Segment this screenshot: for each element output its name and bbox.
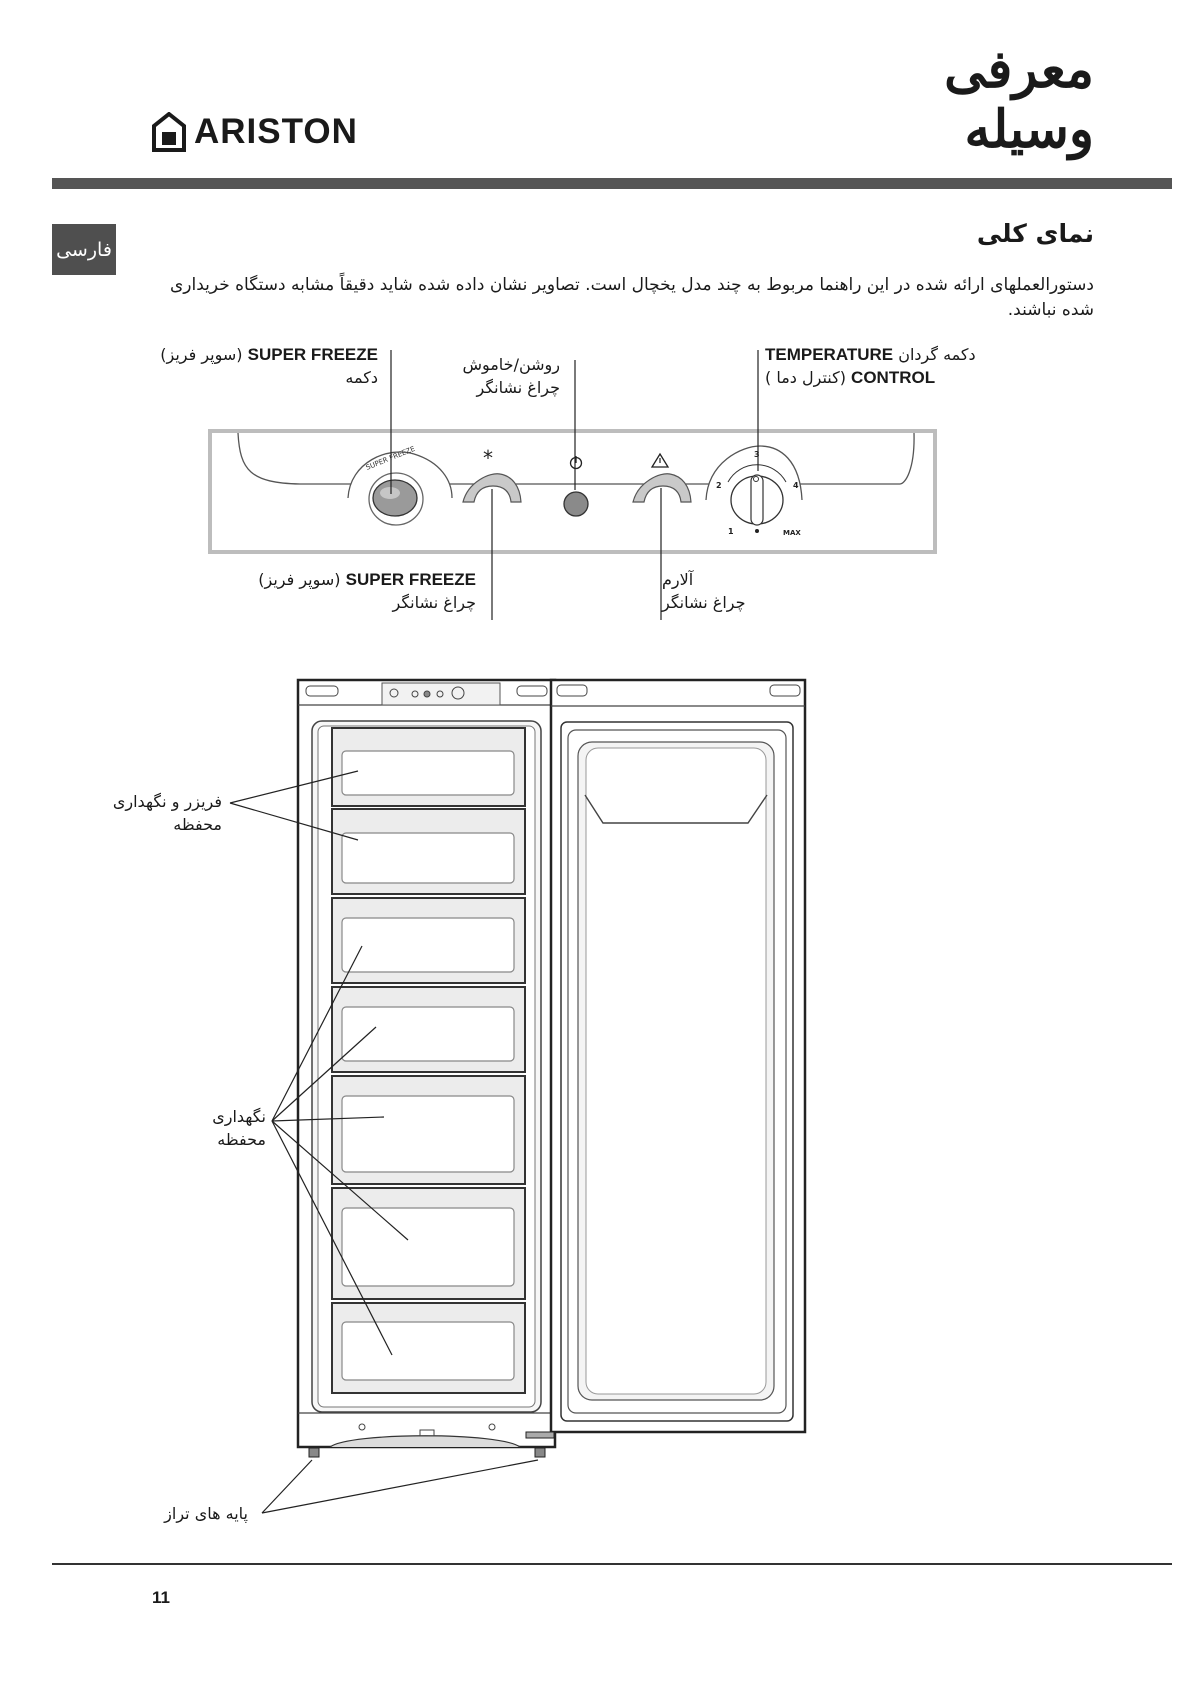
snowflake-icon: * <box>483 446 493 470</box>
dial-mark-2: 2 <box>716 481 722 490</box>
dial-mark-4: 4 <box>793 481 799 490</box>
dial-mark-3: 3 <box>754 450 760 459</box>
section-heading: نمای کلی <box>976 219 1094 248</box>
freezer-door <box>526 680 805 1438</box>
footer-rule <box>52 1563 1172 1565</box>
page-number: 11 <box>152 1588 170 1607</box>
power-indicator <box>564 456 588 516</box>
label-alarm-light-fa1: آلارم <box>662 570 694 589</box>
drawer <box>332 728 525 806</box>
label-power-light-fa1: روشن/خاموش <box>462 355 560 374</box>
intro-paragraph: دستورالعملهای ارائه شده در این راهنما مربوط به چند مدل یخچال است. تصاویر نشان داده شده شاید دقیقاً مشابه دستگاه خریداری شده نباشند. <box>169 275 1094 320</box>
alarm-indicator <box>633 454 691 502</box>
label-temp-control-fa2: (کنترل دما ) <box>765 368 846 387</box>
dial-mark-1: 1 <box>728 527 734 536</box>
dial-mark-max: MAX <box>783 529 801 537</box>
label-temp-control-en1: TEMPERATURE <box>765 345 894 364</box>
label-power-light-fa2: چراغ نشانگر <box>476 378 560 397</box>
label-temp-control-fa1: دکمه گردان <box>898 345 976 364</box>
drawer <box>332 898 525 983</box>
label-storage-compartment-fa1: نگهداری <box>212 1107 266 1126</box>
label-leveling-feet: پایه های تراز <box>164 1504 248 1523</box>
page-title-line1: معرفی <box>944 39 1094 100</box>
drawer <box>332 987 525 1072</box>
label-super-freeze-button-fa2: دکمه <box>345 368 378 387</box>
label-super-freeze-light-en: SUPER FREEZE <box>345 570 476 589</box>
label-super-freeze-button-en: SUPER FREEZE <box>247 345 378 364</box>
label-freeze-compartment-fa1: فریزر و نگهداری <box>112 792 222 811</box>
label-super-freeze-light-fa2: چراغ نشانگر <box>392 593 476 612</box>
label-super-freeze-light-fa: (سوپر فریز) <box>258 570 341 589</box>
drawer <box>332 1076 525 1184</box>
language-tab: فارسی <box>52 224 116 275</box>
drawer <box>332 1188 525 1299</box>
page-title-line2: وسیله <box>964 99 1094 160</box>
label-temp-control-en2: CONTROL <box>851 368 936 387</box>
control-panel-frame <box>210 431 935 552</box>
label-storage-compartment-fa2: محفظه <box>217 1130 266 1149</box>
label-alarm-light-fa2: چراغ نشانگر <box>662 593 746 612</box>
temperature-dial[interactable] <box>706 446 802 537</box>
drawer <box>332 1303 525 1393</box>
super-freeze-button[interactable] <box>348 445 452 525</box>
label-super-freeze-button-fa: (سوپر فریز) <box>160 345 243 364</box>
brand-name: ARISTON <box>194 112 358 151</box>
label-freeze-compartment-fa2: محفظه <box>173 815 222 834</box>
drawer <box>332 809 525 894</box>
button-ring-text: SUPER FREEZE <box>364 444 417 472</box>
